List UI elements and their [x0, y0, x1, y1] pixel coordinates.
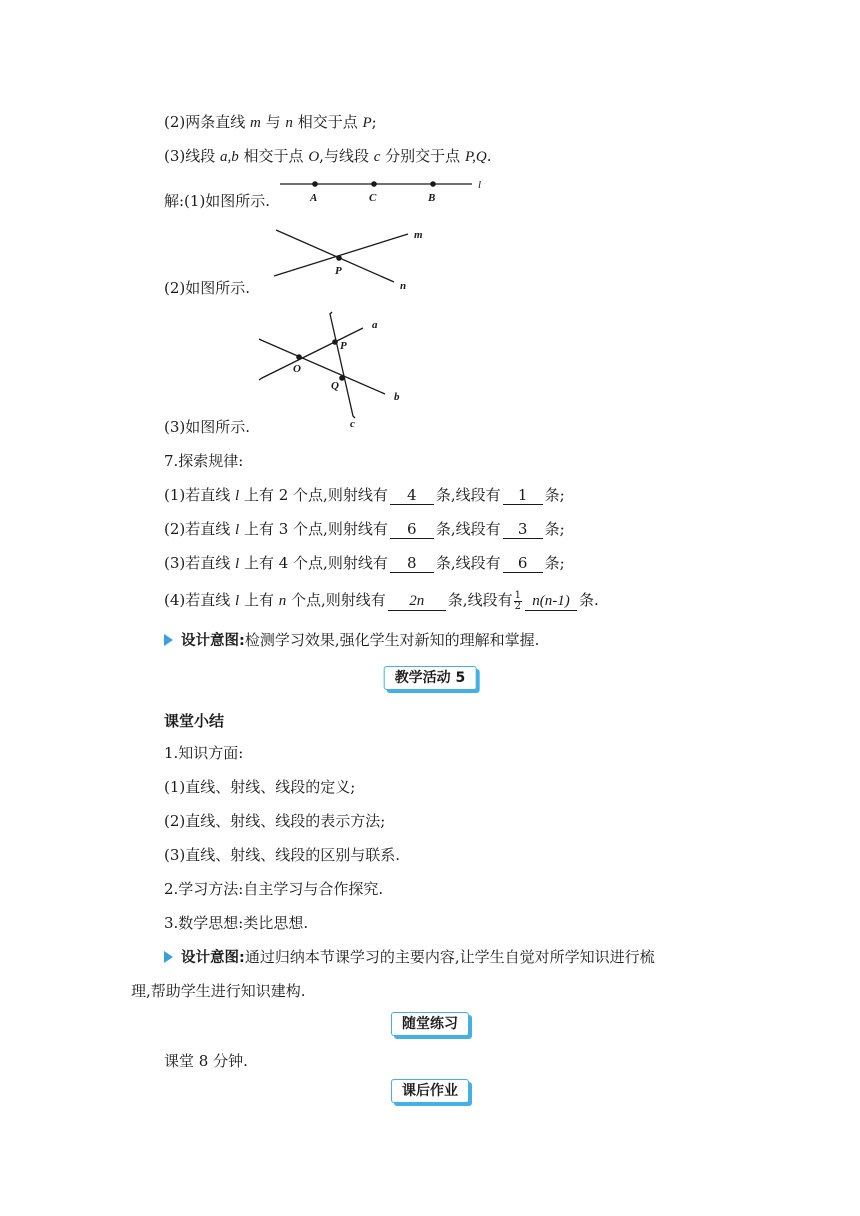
point-o [296, 354, 302, 360]
design-intent-1: 设计意图:检测学习效果,强化学生对新知的理解和掌握. [164, 630, 539, 651]
segment-a [259, 328, 363, 380]
label-l: l [478, 179, 482, 191]
summary-item: 1.知识方面: [164, 744, 244, 762]
label-b: b [394, 391, 400, 403]
problem-2: (2)两条直线 m 与 n 相交于点 P; [164, 113, 377, 131]
section-badge-practice: 随堂练习 [391, 1012, 469, 1036]
point-b [430, 181, 436, 187]
fraction-one-half: $\frac{1}{2}$ [514, 589, 521, 612]
question-7-row-3: (3)若直线 l 上有 4 个点,则射线有 8 条,线段有 6 条; [164, 554, 565, 572]
label-q: Q [331, 380, 339, 392]
label-p: P [340, 340, 347, 352]
label-b: B [428, 192, 436, 204]
label-n: n [400, 280, 407, 292]
question-7-row-1: (1)若直线 l 上有 2 个点,则射线有 4 条,线段有 1 条; [164, 486, 565, 504]
point-p [332, 339, 338, 345]
summary-item: 2.学习方法:自主学习与合作探究. [164, 880, 384, 898]
summary-item: (2)直线、射线、线段的表示方法; [164, 812, 386, 830]
label-m: m [414, 229, 423, 241]
question-7-row-2: (2)若直线 l 上有 3 个点,则射线有 6 条,线段有 3 条; [164, 520, 565, 538]
point-a [312, 181, 318, 187]
design-intent-2: 设计意图:通过归纳本节课学习的主要内容,让学生自觉对所学知识进行梳 [164, 947, 655, 968]
summary-item: (3)直线、射线、线段的区别与联系. [164, 846, 401, 864]
question-7-title: 7.探索规律: [164, 452, 244, 470]
figure-intersecting-lines [266, 222, 436, 296]
segment-b [259, 339, 385, 394]
summary-item: (1)直线、射线、线段的定义; [164, 778, 356, 796]
practice-text: 课堂 8 分钟. [164, 1052, 248, 1070]
label-a: a [372, 319, 378, 331]
section-badge-homework: 课后作业 [391, 1079, 469, 1103]
summary-title: 课堂小结 [164, 712, 225, 730]
problem-3: (3)线段 a,b 相交于点 O,与线段 c 分别交于点 P,Q. [164, 147, 492, 165]
label-c: c [350, 418, 355, 430]
design-intent-2-continued: 理,帮助学生进行知识建构. [131, 982, 306, 1000]
triangle-bullet-icon [164, 634, 173, 646]
segment-c [330, 312, 355, 418]
point-c [371, 181, 377, 187]
solution-3-text: (3)如图所示. [164, 418, 251, 436]
triangle-bullet-icon [164, 951, 173, 963]
question-7-row-4: (4)若直线 l 上有 n 个点,则射线有 2n 条,线段有 $\frac{1}{2}$ n(n-1) 条. [164, 589, 599, 612]
label-o: O [293, 363, 301, 375]
point-q [339, 375, 345, 381]
label-a: A [310, 192, 318, 204]
label-p: P [335, 265, 342, 277]
solution-1-text: 解:(1)如图所示. [164, 192, 271, 210]
summary-item: 3.数学思想:类比思想. [164, 914, 309, 932]
label-c: C [369, 192, 377, 204]
point-p [336, 255, 342, 261]
figure-line-l [276, 174, 492, 208]
solution-2-text: (2)如图所示. [164, 279, 251, 297]
figure-segments [252, 308, 410, 432]
section-badge-activity-5: 教学活动 5 [384, 666, 477, 690]
